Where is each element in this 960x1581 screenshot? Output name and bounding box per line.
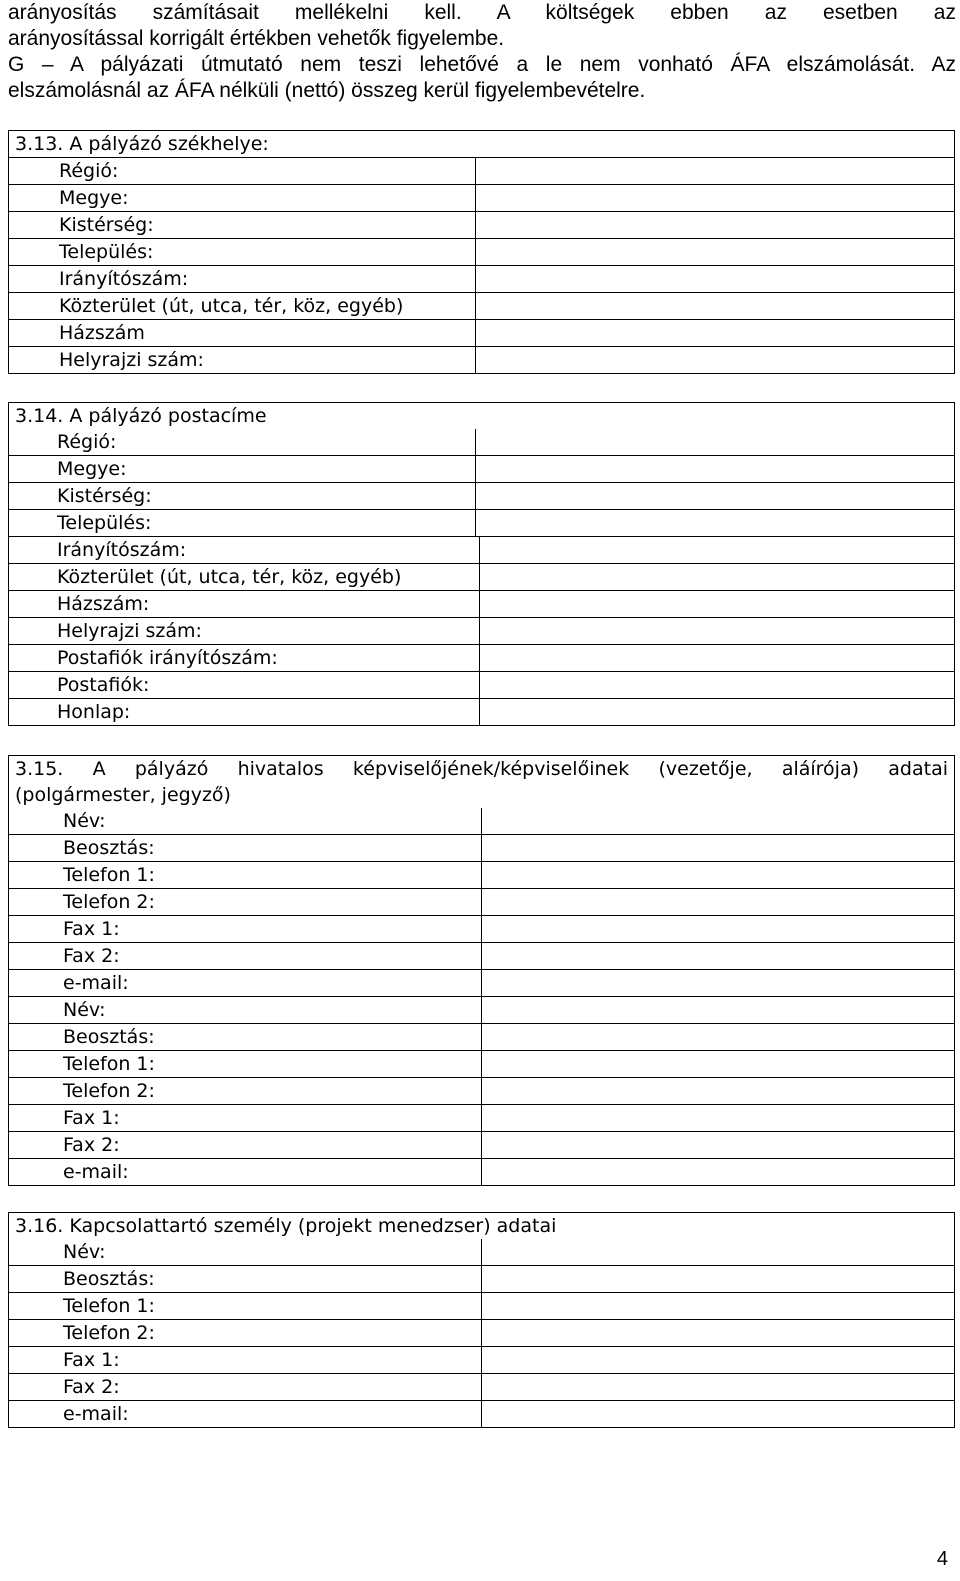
form-row: [9, 672, 955, 699]
form-row: [9, 293, 955, 320]
field-label: Régió:: [59, 160, 119, 182]
field-value-input[interactable]: [475, 510, 954, 536]
form-row: [9, 943, 955, 970]
field-value-input[interactable]: [475, 429, 954, 455]
field-value-input[interactable]: [479, 591, 954, 617]
field-label: Beosztás:: [63, 1026, 155, 1048]
intro-text: [8, 0, 956, 104]
field-value-input[interactable]: [479, 699, 954, 725]
field-value-input[interactable]: [475, 293, 954, 319]
field-value-input[interactable]: [481, 916, 954, 942]
intro-line: G – A pályázati útmutató nem teszi lehetővé a le nem vonható ÁFA elszámolását. Az: [8, 53, 956, 76]
form-row: [9, 835, 955, 862]
field-label: Kistérség:: [59, 214, 154, 236]
form-row: [9, 699, 955, 726]
form-row: [9, 347, 955, 374]
intro-line: arányosítással korrigált értékben vehetők figyelembe.: [8, 27, 505, 50]
form-row: [9, 212, 955, 239]
field-label: Közterület (út, utca, tér, köz, egyéb): [59, 295, 404, 317]
field-value-input[interactable]: [481, 862, 954, 888]
section-3-16-table: [8, 1212, 955, 1428]
form-row: [9, 970, 955, 997]
form-row: [9, 537, 955, 564]
field-label: Település:: [59, 241, 154, 263]
field-value-input[interactable]: [481, 1159, 954, 1185]
field-label: Fax 2:: [63, 945, 120, 967]
field-label: Helyrajzi szám:: [59, 349, 204, 371]
form-row: [9, 916, 955, 943]
form-row: [9, 1024, 955, 1051]
section-3-15-title-line2: (polgármester, jegyző): [15, 784, 231, 806]
form-row: [9, 266, 955, 293]
form-row: [9, 157, 955, 185]
field-label: Telefon 1:: [63, 1053, 155, 1075]
field-value-input[interactable]: [481, 1132, 954, 1158]
field-value-input[interactable]: [481, 970, 954, 996]
section-3-15-table: [8, 755, 955, 1186]
field-value-input[interactable]: [481, 997, 954, 1023]
field-value-input[interactable]: [479, 618, 954, 644]
form-row: [9, 456, 955, 483]
field-label: Helyrajzi szám:: [57, 620, 202, 642]
field-value-input[interactable]: [481, 1024, 954, 1050]
field-value-input[interactable]: [481, 1051, 954, 1077]
field-value-input[interactable]: [475, 158, 954, 184]
form-row: [9, 1051, 955, 1078]
form-row: [9, 1374, 955, 1401]
field-value-input[interactable]: [481, 1347, 954, 1373]
form-row: [9, 564, 955, 591]
form-row: [9, 645, 955, 672]
section-3-14-title: 3.14. A pályázó postacíme: [9, 403, 955, 429]
field-value-input[interactable]: [481, 808, 954, 834]
form-row: [9, 429, 955, 456]
field-value-input[interactable]: [481, 1105, 954, 1131]
field-label: Postafiók:: [57, 674, 150, 696]
field-label: Fax 2:: [63, 1134, 120, 1156]
field-label: Fax 1:: [63, 918, 120, 940]
field-value-input[interactable]: [479, 564, 954, 590]
field-label: Közterület (út, utca, tér, köz, egyéb): [57, 566, 402, 588]
field-value-input[interactable]: [479, 645, 954, 671]
form-row: [9, 1159, 955, 1186]
field-label: Postafiók irányítószám:: [57, 647, 278, 669]
field-label: Kistérség:: [57, 485, 152, 507]
field-value-input[interactable]: [475, 347, 954, 373]
form-row: [9, 1132, 955, 1159]
field-value-input[interactable]: [475, 185, 954, 211]
form-row: [9, 239, 955, 266]
field-label: Település:: [57, 512, 152, 534]
section-3-15-title: [9, 756, 955, 808]
field-label: Házszám: [59, 322, 145, 344]
intro-line: elszámolásnál az ÁFA nélküli (nettó) összeg kerül figyelembevételre.: [8, 79, 646, 102]
section-3-15-title-line1: 3.15. A pályázó hivatalos képviselőjének/képviselőinek (vezetője, aláírója) adatai: [15, 758, 948, 780]
section-3-16-title: 3.16. Kapcsolattartó személy (projekt menedzser) adatai: [9, 1213, 955, 1239]
form-row: [9, 1347, 955, 1374]
field-label: Telefon 1:: [63, 1295, 155, 1317]
field-value-input[interactable]: [481, 943, 954, 969]
field-label: e-mail:: [63, 1161, 129, 1183]
section-3-14-rows: [9, 429, 955, 726]
field-label: e-mail:: [63, 1403, 129, 1425]
form-row: [9, 185, 955, 212]
form-row: [9, 889, 955, 916]
field-label: Fax 1:: [63, 1349, 120, 1371]
field-value-input[interactable]: [481, 835, 954, 861]
field-label: Telefon 1:: [63, 864, 155, 886]
field-label: Házszám:: [57, 593, 150, 615]
field-label: Irányítószám:: [57, 539, 187, 561]
field-label: Megye:: [57, 458, 127, 480]
form-row: [9, 1078, 955, 1105]
field-label: Név:: [63, 810, 106, 832]
page-number: 4: [936, 1548, 948, 1570]
field-value-input[interactable]: [475, 483, 954, 509]
field-label: Név:: [63, 999, 106, 1021]
field-value-input[interactable]: [475, 456, 954, 482]
field-value-input[interactable]: [479, 537, 954, 563]
field-value-input[interactable]: [481, 889, 954, 915]
form-row: [9, 808, 955, 835]
field-value-input[interactable]: [481, 1266, 954, 1292]
field-value-input[interactable]: [481, 1293, 954, 1319]
field-value-input[interactable]: [479, 672, 954, 698]
section-3-15-rows: [9, 808, 955, 1186]
field-value-input[interactable]: [475, 239, 954, 265]
field-label: Régió:: [57, 431, 117, 453]
form-row: [9, 1293, 955, 1320]
section-3-16-rows: [9, 1239, 955, 1428]
field-value-input[interactable]: [481, 1078, 954, 1104]
field-label: Telefon 2:: [63, 1080, 155, 1102]
form-row: [9, 618, 955, 645]
field-label: Telefon 2:: [63, 891, 155, 913]
form-row: [9, 320, 955, 347]
field-label: Fax 2:: [63, 1376, 120, 1398]
form-row: [9, 1320, 955, 1347]
form-row: [9, 997, 955, 1024]
field-value-input[interactable]: [481, 1320, 954, 1346]
field-label: Beosztás:: [63, 837, 155, 859]
field-value-input[interactable]: [481, 1239, 954, 1265]
form-row: [9, 1239, 955, 1266]
field-label: e-mail:: [63, 972, 129, 994]
field-value-input[interactable]: [475, 266, 954, 292]
field-value-input[interactable]: [475, 212, 954, 238]
field-label: Fax 1:: [63, 1107, 120, 1129]
section-3-13-title: 3.13. A pályázó székhelye:: [9, 131, 955, 157]
section-3-14-table: [8, 402, 955, 726]
field-value-input[interactable]: [481, 1401, 954, 1427]
field-label: Megye:: [59, 187, 129, 209]
form-row: [9, 862, 955, 889]
form-row: [9, 1266, 955, 1293]
field-value-input[interactable]: [475, 320, 954, 346]
form-row: [9, 1105, 955, 1132]
section-3-13-table: [8, 130, 955, 374]
form-row: [9, 591, 955, 618]
field-label: Irányítószám:: [59, 268, 189, 290]
section-3-13-rows: [9, 157, 955, 374]
field-label: Telefon 2:: [63, 1322, 155, 1344]
form-row: [9, 510, 955, 537]
field-value-input[interactable]: [481, 1374, 954, 1400]
form-row: [9, 1401, 955, 1428]
field-label: Honlap:: [57, 701, 131, 723]
form-row: [9, 483, 955, 510]
field-label: Beosztás:: [63, 1268, 155, 1290]
intro-line: arányosítás számításait mellékelni kell. A költségek ebben az esetben az: [8, 1, 956, 24]
field-label: Név:: [63, 1241, 106, 1263]
